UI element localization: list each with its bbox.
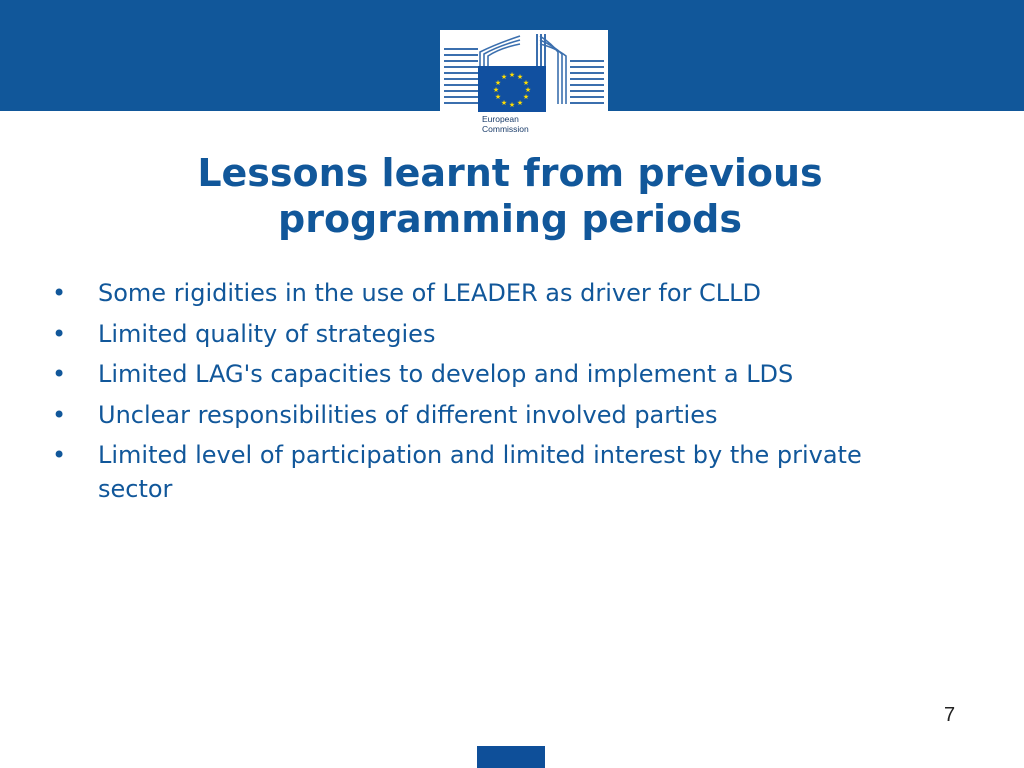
brand-name <box>482 114 529 134</box>
svg-text:★: ★ <box>524 86 532 94</box>
bullet-item-3 <box>40 357 940 391</box>
brand-line-1: European <box>482 114 519 124</box>
footer-eu-flag-icon <box>477 746 545 768</box>
slide-title: Lessons learnt from previous programming periods <box>197 151 823 241</box>
bullet-item-4 <box>40 398 940 432</box>
bullet-text: Limited level of participation and limited interest by the private sector <box>98 441 862 503</box>
bullet-list <box>40 276 940 513</box>
bullet-dot-icon: • <box>52 441 67 469</box>
svg-text:★: ★ <box>508 71 516 79</box>
bullet-text: Limited LAG's capacities to develop and implement a LDS <box>98 360 794 388</box>
bullet-dot-icon: • <box>52 400 67 429</box>
bullet-text: Some rigidities in the use of LEADER as driver for CLLD <box>98 279 761 307</box>
bullet-item-5 <box>40 438 940 506</box>
bullet-dot-icon: • <box>52 279 67 307</box>
bullet-text: Limited quality of strategies <box>98 319 436 348</box>
berlaymont-building-icon <box>440 30 608 114</box>
svg-text:★: ★ <box>492 86 500 94</box>
svg-text:★: ★ <box>500 99 508 107</box>
svg-text:★: ★ <box>500 73 508 81</box>
bullet-item-1 <box>40 276 940 310</box>
svg-text:★: ★ <box>522 79 530 87</box>
bullet-item-2 <box>40 317 940 351</box>
bullet-dot-icon: • <box>52 319 67 348</box>
svg-text:★: ★ <box>508 101 516 109</box>
svg-text:★: ★ <box>516 73 524 81</box>
brand-line-2: Commission <box>482 124 529 134</box>
bullet-dot-icon: • <box>52 360 67 388</box>
european-commission-logo <box>440 30 608 142</box>
page-number: 7 <box>944 704 956 726</box>
svg-text:★: ★ <box>494 93 502 101</box>
bullet-text: Unclear responsibilities of different involved parties <box>98 400 718 429</box>
svg-text:★: ★ <box>522 93 530 101</box>
svg-text:★: ★ <box>494 79 502 87</box>
eu-flag-icon <box>478 66 546 112</box>
svg-text:★: ★ <box>516 99 524 107</box>
